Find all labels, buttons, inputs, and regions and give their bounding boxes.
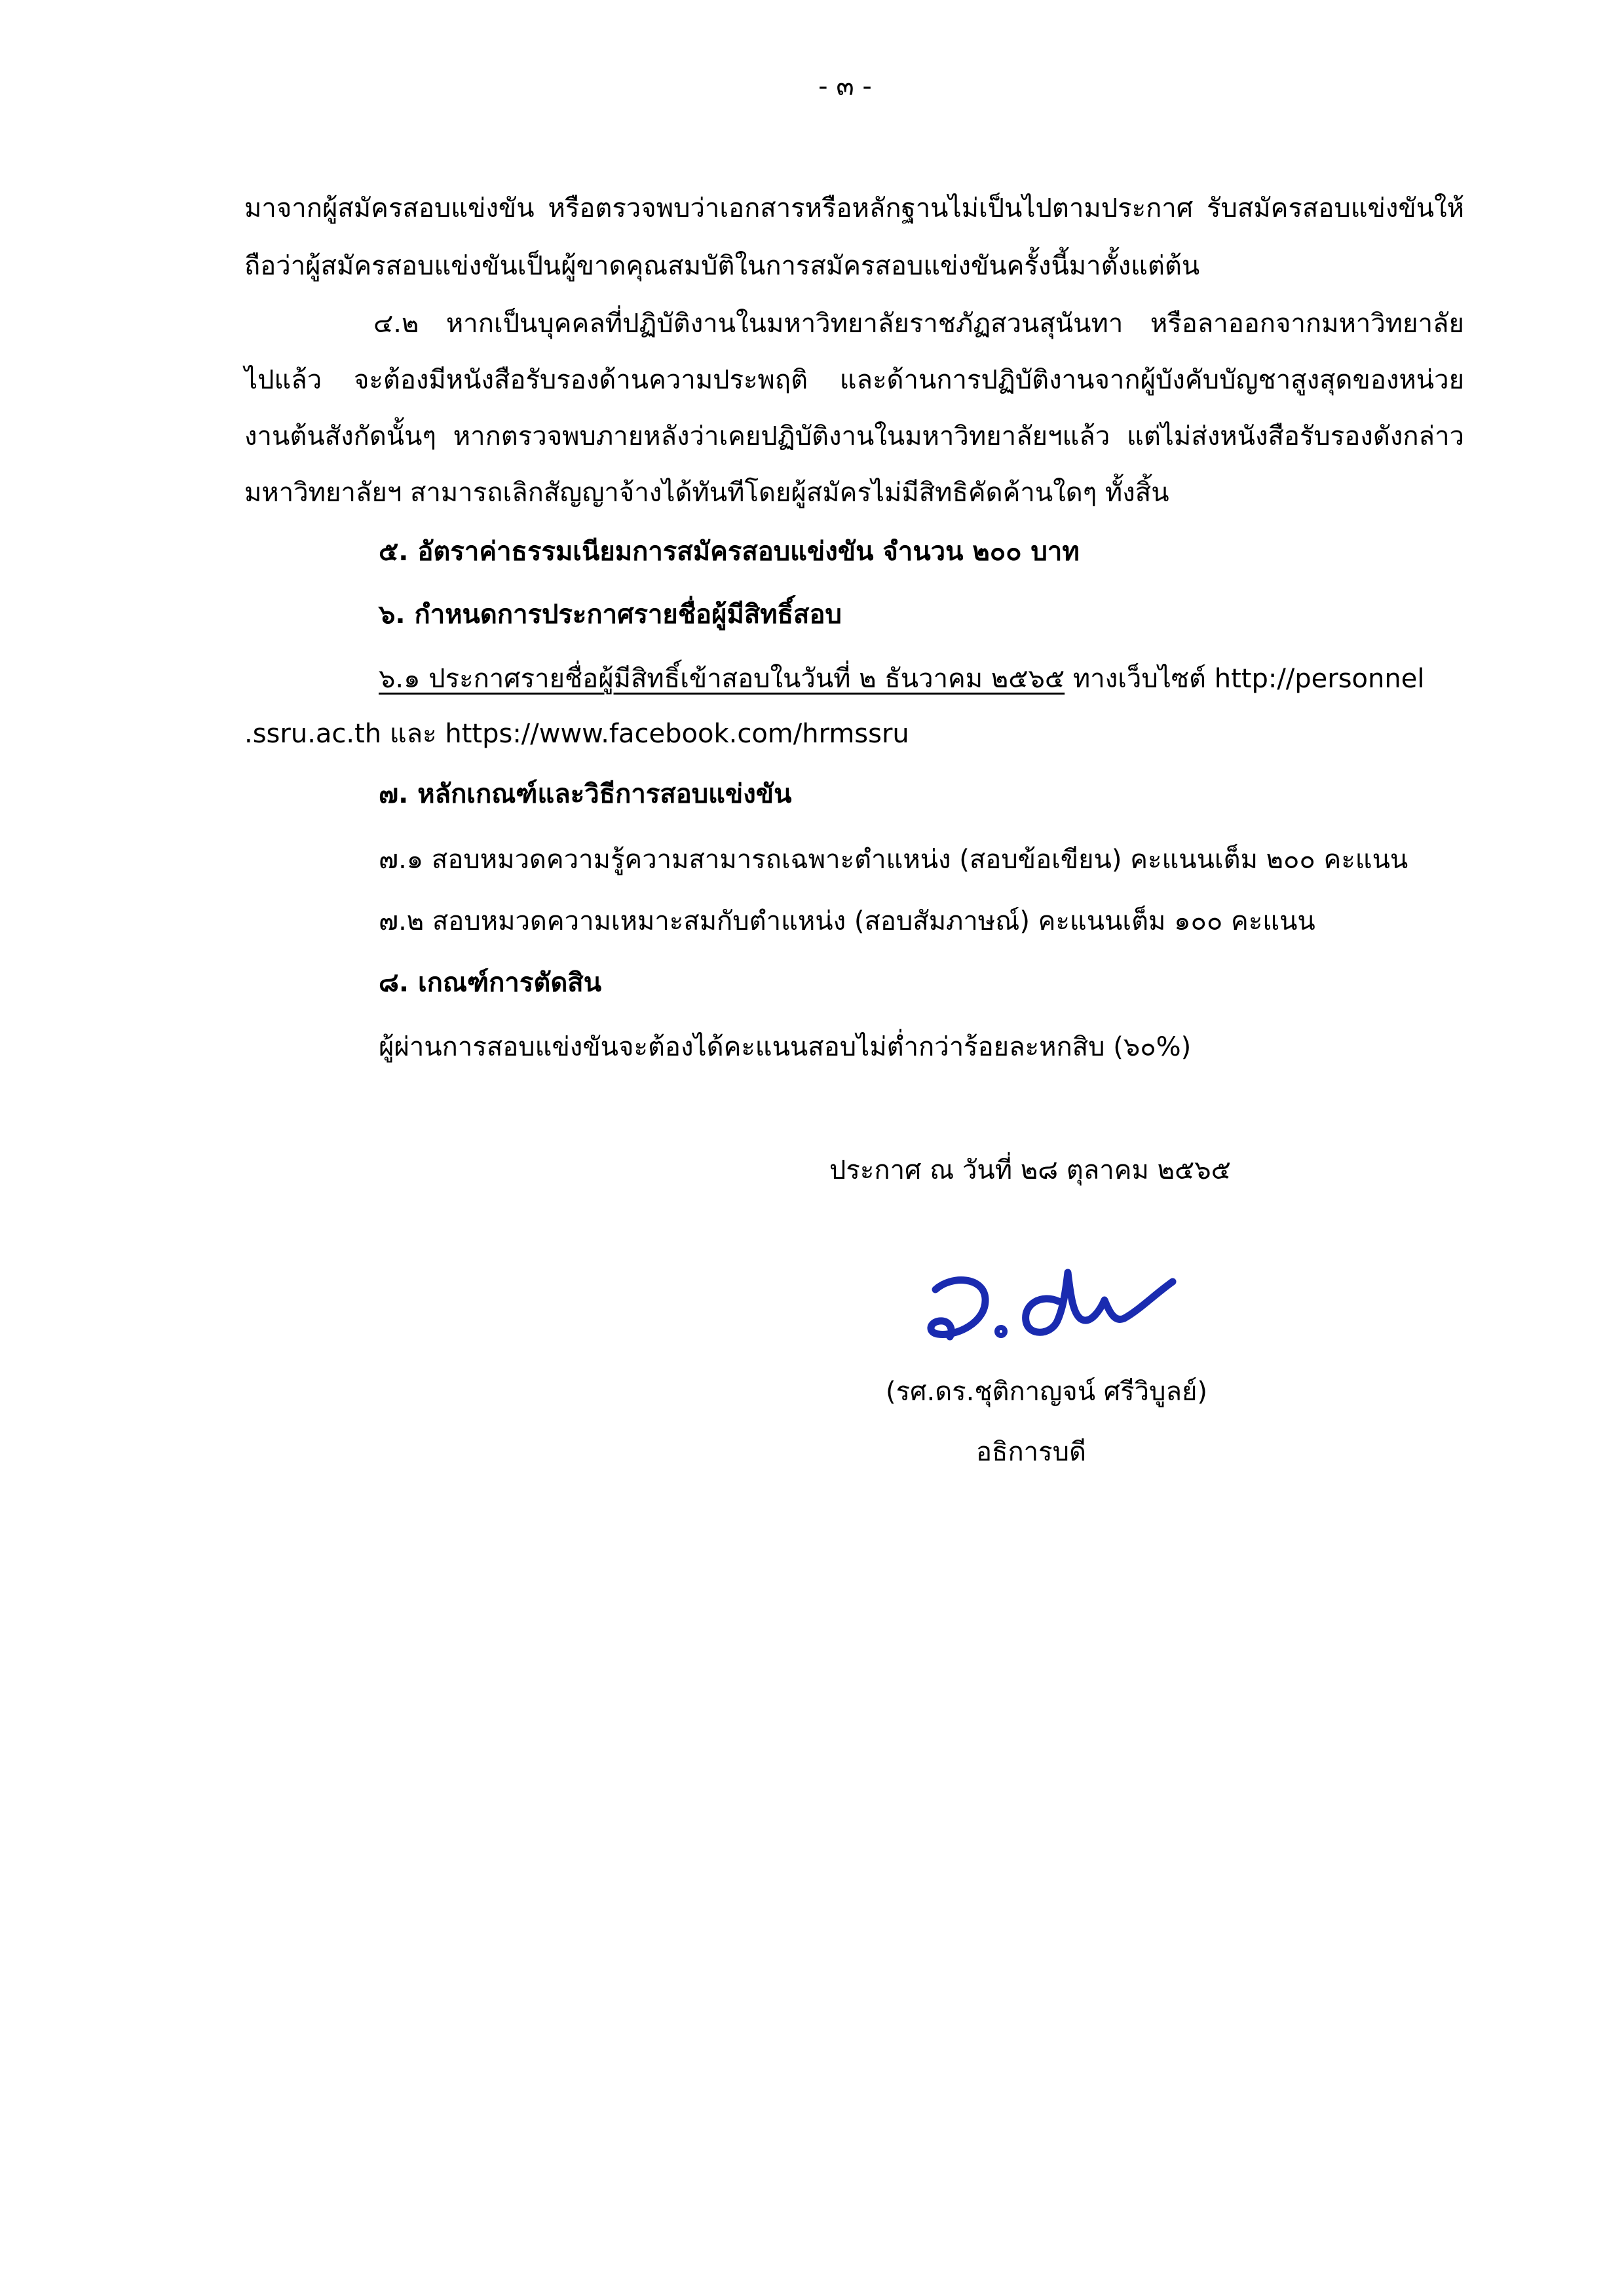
section-8-text: ผู้ผ่านการสอบแข่งขันจะต้องได้คะแนนสอบไม่ต่ำกว่าร้อยละหกสิบ (๖๐%) <box>379 1032 1192 1062</box>
signatory-title: อธิการบดี <box>976 1437 1086 1467</box>
section-8-heading: ๘. เกณฑ์การตัดสิน <box>379 968 602 998</box>
announcement-date: ประกาศ ณ วันที่ ๒๘ ตุลาคม ๒๕๖๕ <box>829 1155 1231 1185</box>
item-7-1: ๗.๑ สอบหมวดความรู้ความสามารถเฉพาะตำแหน่ง (สอบข้อเขียน) คะแนนเต็ม ๒๐๐ คะแนน <box>379 845 1408 875</box>
handwritten-signature <box>911 1238 1199 1369</box>
section-5-heading: ๕. อัตราค่าธรรมเนียมการสมัครสอบแข่งขัน จำนวน ๒๐๐ บาท <box>379 537 1080 567</box>
page-number: - ๓ - <box>818 71 872 102</box>
item-6-1-website-text: ทางเว็บไซต์ http://personnel <box>1065 664 1425 694</box>
item-6-1-line-1 <box>379 658 1424 700</box>
paragraph-continuation-line-2: ถือว่าผู้สมัครสอบแข่งขันเป็นผู้ขาดคุณสมบัติในการสมัครสอบแข่งขันครั้งนี้มาตั้งแต่ต้น <box>244 251 1200 281</box>
item-4-2-line-4: มหาวิทยาลัยฯ สามารถเลิกสัญญาจ้างได้ทันทีโดยผู้สมัครไม่มีสิทธิคัดค้านใดๆ ทั้งสิ้น <box>244 478 1169 508</box>
item-7-2: ๗.๒ สอบหมวดความเหมาะสมกับตำแหน่ง (สอบสัมภาษณ์) คะแนนเต็ม ๑๐๐ คะแนน <box>379 906 1315 936</box>
item-6-1-underlined-text: ๖.๑ ประกาศรายชื่อผู้มีสิทธิ์เข้าสอบในวันที่ ๒ ธันวาคม ๒๕๖๕ <box>379 664 1065 694</box>
item-4-2-line-1: ๔.๒ หากเป็นบุคคลที่ปฏิบัติงานในมหาวิทยาลัยราชภัฏสวนสุนันทา หรือลาออกจากมหาวิทยาลัย <box>373 309 1464 339</box>
item-6-1-line-2: .ssru.ac.th และ https://www.facebook.com/hrmssru <box>244 719 909 749</box>
item-4-2-line-3: งานต้นสังกัดนั้นๆ หากตรวจพบภายหลังว่าเคยปฏิบัติงานในมหาวิทยาลัยฯแล้ว แต่ไม่ส่งหนังสือรับรองดังกล่าว <box>244 421 1464 451</box>
signatory-name: (รศ.ดร.ชุติกาญจน์ ศรีวิบูลย์) <box>886 1377 1208 1407</box>
section-7-heading: ๗. หลักเกณฑ์และวิธีการสอบแข่งขัน <box>379 779 792 809</box>
item-4-2-line-2: ไปแล้ว จะต้องมีหนังสือรับรองด้านความประพฤติ และด้านการปฏิบัติงานจากผู้บังคับบัญชาสูงสุดของหน่วย <box>244 365 1464 395</box>
section-6-heading: ๖. กำหนดการประกาศรายชื่อผู้มีสิทธิ์สอบ <box>379 600 842 630</box>
paragraph-continuation-line-1: มาจากผู้สมัครสอบแข่งขัน หรือตรวจพบว่าเอกสารหรือหลักฐานไม่เป็นไปตามประกาศ รับสมัครสอบแข่งขันให้ <box>244 193 1464 223</box>
